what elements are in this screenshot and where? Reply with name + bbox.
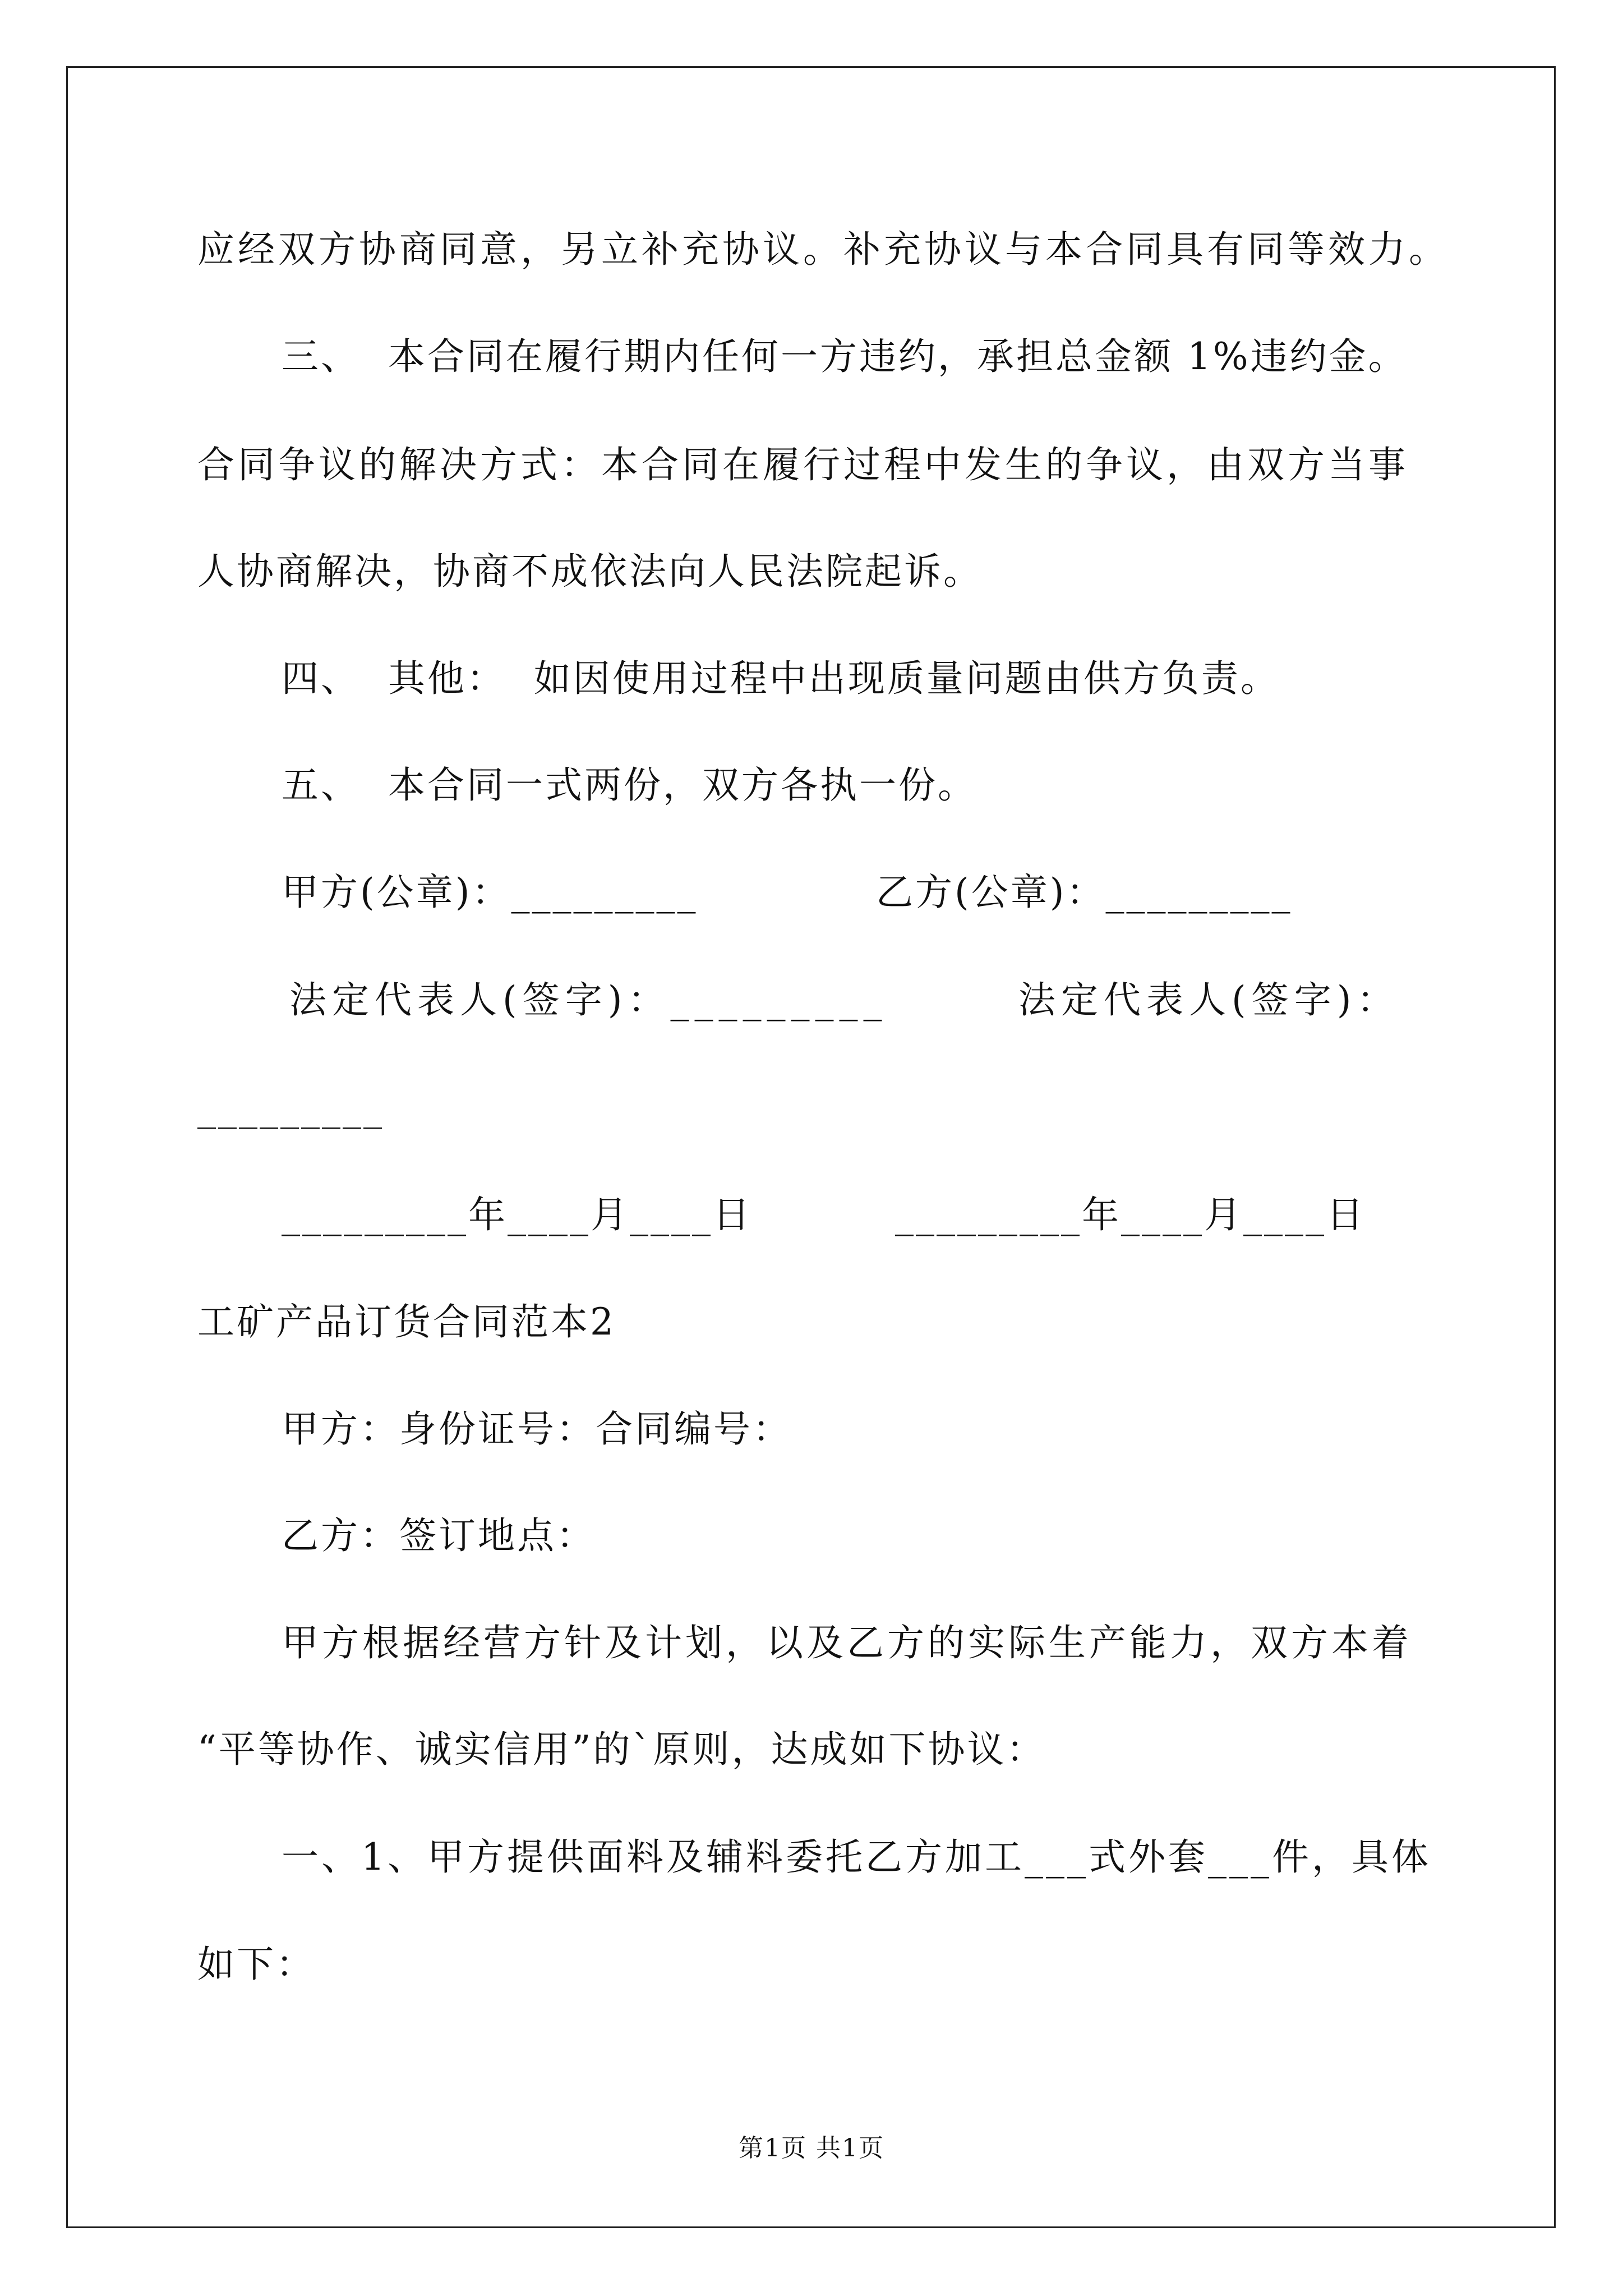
paragraph-line: 甲方根据经营方针及计划，以及乙方的实际生产能力，双方本着 [282, 1621, 1412, 1664]
clause-one: 一、1、甲方提供面料及辅料委托乙方加工___式外套___件，具体 [282, 1835, 1431, 1879]
party-a-info: 甲方：身份证号：合同编号： [282, 1407, 792, 1451]
party-b-seal-field: 乙方(公章)：_________ [876, 871, 1293, 914]
party-a-representative-field: 法定代表人(签字)：_________ [289, 978, 888, 1022]
clause-four: 四、 其他： 如因使用过程中出现质量问题由供方负责。 [282, 657, 1280, 700]
party-b-info: 乙方：签订地点： [282, 1514, 596, 1557]
paragraph-line: 应经双方协商同意，另立补充协议。补充协议与本合同具有同等效力。 [197, 228, 1449, 271]
party-b-representative-field: 法定代表人(签字)： [1018, 978, 1400, 1022]
party-a-seal-field: 甲方(公章)：_________ [282, 871, 698, 914]
paragraph-line: 人协商解决，协商不成依法向人民法院起诉。 [197, 550, 983, 593]
party-a-date-field: _________年____月____日 [282, 1193, 752, 1236]
party-b-date-field: _________年____月____日 [895, 1193, 1366, 1236]
page-number-footer: 第1页 共1页 [739, 2134, 884, 2162]
clause-five: 五、 本合同一式两份，双方各执一份。 [282, 763, 977, 807]
paragraph-line: 如下： [197, 1943, 315, 1986]
party-b-representative-blank: _________ [197, 1086, 384, 1129]
page-border [66, 66, 1556, 2228]
section-title: 工矿产品订货合同范本2 [197, 1300, 616, 1343]
paragraph-line: 合同争议的解决方式：本合同在履行过程中发生的争议，由双方当事 [197, 443, 1409, 486]
clause-three: 三、 本合同在履行期内任何一方违约，承担总金额 1%违约金。 [282, 335, 1408, 378]
paragraph-line: “平等协作、诚实信用”的`原则，达成如下协议： [197, 1728, 1046, 1771]
